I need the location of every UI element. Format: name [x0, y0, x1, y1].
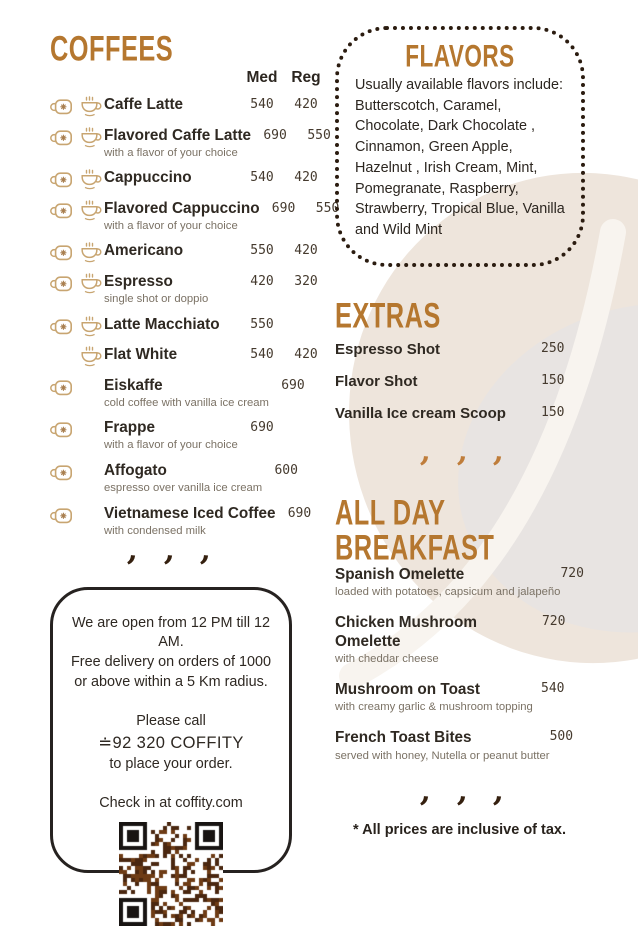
item-price-reg: 420 — [294, 347, 318, 363]
website-text: Check in at coffity.com — [99, 794, 243, 811]
menu-item-row — [50, 418, 326, 452]
coffee-bean-icon: , — [126, 532, 141, 568]
item-price-reg: 420 — [294, 243, 318, 259]
item-price-reg: 320 — [294, 273, 318, 289]
item-price: 250 — [541, 341, 565, 356]
item-description: with a flavor of your choice — [104, 439, 238, 452]
item-name: Spanish Omelette — [335, 566, 465, 583]
menu-item-row — [50, 241, 326, 263]
item-text-block — [335, 566, 560, 598]
item-price-reg — [286, 315, 326, 317]
item-description: with cheddar cheese — [335, 653, 439, 666]
breakfast-item-row — [335, 681, 585, 713]
item-icons — [50, 272, 102, 294]
coffee-bean-icon: , — [456, 433, 471, 470]
item-icons — [50, 315, 102, 337]
extras-bean-divider — [363, 433, 563, 470]
cup-icon — [77, 316, 102, 337]
place-order-text: to place your order. — [109, 755, 233, 772]
price-column-headers — [50, 69, 326, 87]
tax-note: * All prices are inclusive of tax. — [353, 821, 567, 838]
item-text-block — [104, 315, 238, 334]
extras-item-row — [335, 373, 585, 390]
item-text-block — [335, 729, 550, 761]
coffees-bean-divider — [50, 532, 290, 568]
item-description: with condensed milk — [104, 524, 206, 537]
extras-list — [335, 341, 590, 422]
item-text-block — [335, 614, 542, 665]
menu-item-row — [50, 199, 340, 233]
item-name: Affogato — [104, 462, 167, 480]
coffee-bean-icon: , — [419, 773, 434, 810]
item-text-block — [104, 345, 238, 364]
item-text-block — [335, 681, 533, 713]
item-text-block — [104, 168, 238, 187]
item-name: Mushroom on Toast — [335, 681, 481, 699]
mug-icon — [50, 200, 75, 221]
coffee-bean-icon: , — [492, 773, 507, 810]
item-text-block — [104, 461, 262, 495]
menu-item-row — [50, 315, 326, 337]
item-name: Espresso — [104, 272, 173, 290]
icon-spacer — [50, 346, 75, 367]
item-icons — [50, 504, 102, 526]
item-name: Flavored Cappuccino — [104, 199, 260, 217]
item-description: single shot or doppio — [104, 293, 209, 306]
item-icons — [50, 418, 102, 440]
extras-title: EXTRAS — [335, 296, 441, 336]
item-icons — [50, 126, 102, 148]
item-name: Vietnamese Iced Coffee — [104, 504, 276, 522]
item-price-reg: 550 — [307, 127, 331, 143]
cup-icon — [77, 200, 102, 221]
item-price-reg: 420 — [294, 97, 318, 112]
item-icons — [50, 345, 102, 367]
cup-icon — [77, 96, 102, 117]
opening-hours-text: We are open from 12 PM till 12 AM. — [71, 614, 271, 651]
item-price-reg: 420 — [294, 170, 318, 186]
item-price-med: 550 — [250, 316, 274, 332]
item-icons — [50, 199, 102, 221]
menu-item-row — [50, 168, 326, 190]
icon-spacer — [77, 505, 102, 526]
item-price: 540 — [541, 681, 565, 697]
item-text-block — [104, 95, 238, 114]
delivery-text: Free delivery on orders of 1000 or above within a 5 Km radius. — [71, 654, 271, 691]
item-text-block — [104, 418, 238, 452]
mug-icon — [50, 273, 75, 294]
icon-spacer — [77, 462, 102, 483]
item-name: Latte Macchiato — [104, 315, 220, 333]
flavors-text: Usually available flavors include: Butterscotch, Caramel, Chocolate, Dark Chocolate , Cinnamon, Green Apple, Hazelnut , Irish Cream, Mint, Pomegranate, Raspberry, Strawberry, Tropical Blue, Vanilla and Wild Mint — [355, 77, 565, 239]
mug-icon — [50, 96, 75, 117]
item-icons — [50, 376, 102, 398]
item-name: Flavored Caffe Latte — [104, 126, 252, 144]
breakfast-item-row — [335, 729, 585, 761]
mug-icon — [50, 316, 75, 337]
extras-item-row — [335, 341, 585, 358]
coffee-bean-icon: , — [492, 433, 507, 470]
info-box — [50, 587, 292, 873]
item-price-med: 600 — [274, 463, 298, 479]
item-name: Flavor Shot — [335, 373, 418, 390]
item-name: Frappe — [104, 419, 155, 437]
coffee-bean-icon: , — [419, 433, 434, 470]
med-column-header: Med — [246, 69, 278, 86]
item-price: 150 — [541, 373, 565, 388]
item-description: served with honey, Nutella or peanut butter — [335, 749, 550, 762]
item-price: 720 — [560, 566, 584, 581]
menu-item-row — [50, 461, 326, 495]
item-price: 500 — [549, 729, 574, 745]
mug-icon — [50, 462, 75, 483]
item-price-med: 420 — [250, 273, 274, 289]
item-description: with a flavor of your choice — [104, 219, 238, 232]
breakfast-item-row — [335, 614, 585, 665]
item-name: Espresso Shot — [335, 341, 441, 358]
cup-icon — [77, 346, 102, 367]
item-name: Vanilla Ice cream Scoop — [335, 405, 506, 422]
coffee-bean-icon: , — [456, 773, 471, 810]
breakfast-title: ALL DAY BREAKFAST — [335, 493, 495, 568]
flavors-title: FLAVORS — [405, 39, 515, 75]
item-price: 720 — [541, 614, 566, 630]
qr-code — [119, 822, 223, 926]
coffee-list — [50, 95, 340, 538]
cup-icon — [77, 169, 102, 190]
mug-icon — [50, 377, 75, 398]
cup-icon — [77, 273, 102, 294]
item-price-med: 690 — [287, 505, 312, 521]
item-price-med: 540 — [250, 97, 274, 112]
breakfast-list — [335, 566, 590, 762]
item-price-med: 690 — [281, 377, 305, 393]
item-description: espresso over vanilla ice cream — [104, 482, 263, 495]
item-icons — [50, 95, 102, 117]
menu-item-row — [50, 126, 331, 160]
right-column — [335, 26, 590, 838]
item-icons — [50, 241, 102, 263]
item-description: loaded with potatoes, capsicum and jalapeño — [335, 586, 561, 599]
item-icons — [50, 168, 102, 190]
item-price-med: 540 — [250, 347, 274, 363]
item-name: Flat White — [104, 346, 178, 364]
item-text-block — [104, 241, 238, 260]
item-text-block — [104, 376, 269, 410]
coffees-title: COFFEES — [50, 29, 174, 69]
item-text-block — [104, 126, 251, 160]
item-price-med: 690 — [263, 127, 287, 143]
item-price-med: 690 — [250, 420, 274, 436]
menu-item-row — [50, 95, 326, 117]
item-price-reg — [286, 418, 326, 420]
reg-column-header: Reg — [291, 69, 321, 86]
item-text-block — [104, 272, 238, 306]
cup-icon — [77, 242, 102, 263]
mug-icon — [50, 419, 75, 440]
icon-spacer — [77, 377, 102, 398]
item-description: cold coffee with vanilla ice cream — [104, 396, 269, 409]
mug-icon — [50, 242, 75, 263]
menu-item-row — [50, 504, 326, 538]
mug-icon — [50, 169, 75, 190]
item-price-med: 540 — [250, 170, 274, 186]
coffees-column — [50, 29, 340, 873]
mug-icon — [50, 505, 75, 526]
flavors-box — [335, 26, 585, 267]
item-price-reg: 550 — [315, 200, 340, 216]
menu-item-row — [50, 376, 326, 410]
phone-number: ≐92 320 COFFITY — [98, 733, 244, 752]
icon-spacer — [77, 419, 102, 440]
breakfast-item-row — [335, 566, 585, 598]
coffee-bean-icon: , — [199, 532, 214, 568]
item-description: with a flavor of your choice — [104, 146, 238, 159]
item-price: 150 — [541, 405, 565, 420]
please-call-text: Please call — [136, 713, 206, 730]
item-name: French Toast Bites — [335, 729, 472, 747]
item-name: Americano — [104, 242, 184, 260]
item-text-block — [104, 199, 260, 233]
mug-icon — [50, 127, 75, 148]
item-name: Chicken Mushroom Omelette — [335, 614, 477, 650]
item-icons — [50, 461, 102, 483]
menu-item-row — [50, 272, 326, 306]
item-price-med: 550 — [250, 243, 274, 259]
menu-item-row — [50, 345, 326, 367]
breakfast-bean-divider — [363, 773, 563, 810]
item-name: Eiskaffe — [104, 376, 163, 394]
cup-icon — [77, 127, 102, 148]
item-price-med: 690 — [271, 200, 296, 216]
item-description: with creamy garlic & mushroom topping — [335, 701, 533, 714]
coffee-bean-icon: , — [163, 532, 178, 568]
item-name: Caffe Latte — [104, 96, 184, 113]
item-name: Cappuccino — [104, 169, 192, 187]
extras-item-row — [335, 405, 585, 422]
